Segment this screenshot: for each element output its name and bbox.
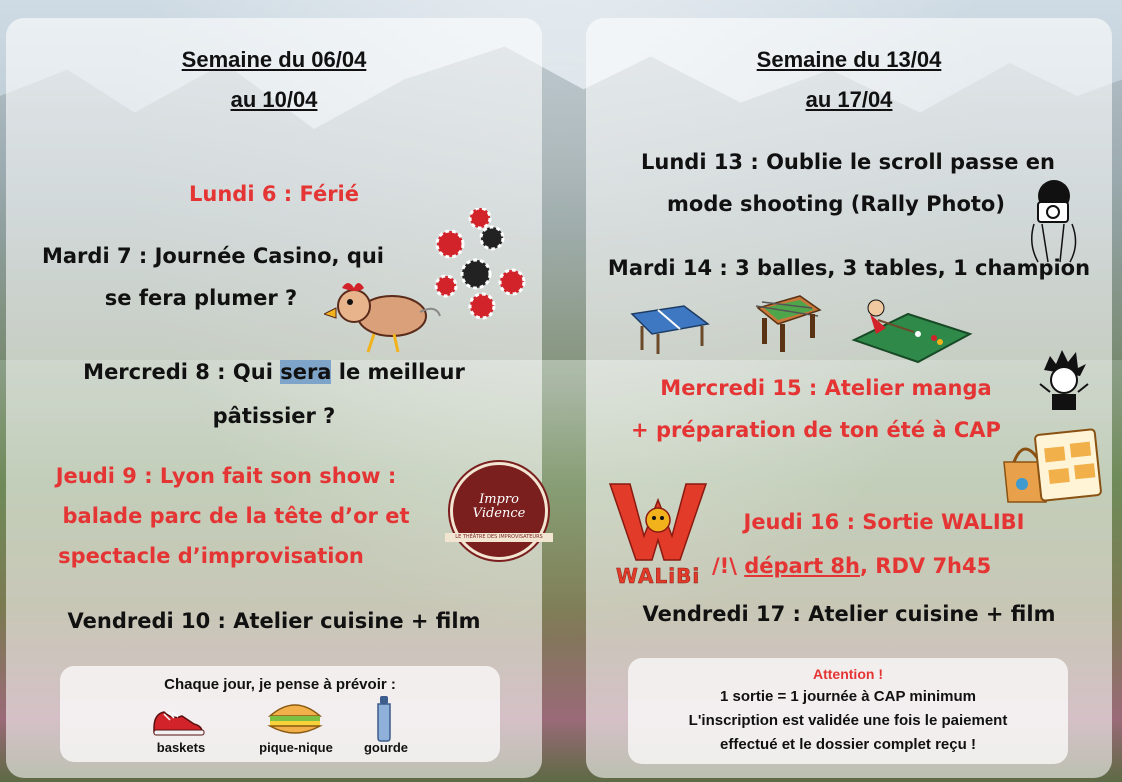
day-wednesday-8-line2: pâtissier ? (212, 404, 336, 428)
week-title-right-line2: au 17/04 (805, 87, 893, 112)
attention-line2: L'inscription est validée une fois le paiement (688, 712, 1008, 729)
attention-line3: effectué et le dossier complet reçu ! (720, 736, 976, 753)
bring-item-gourde: gourde (363, 740, 409, 755)
day-monday-13-line1: Lundi 13 : Oublie le scroll passe en (641, 150, 1055, 174)
chicken-icon (324, 276, 444, 356)
sneakers-icon (150, 698, 210, 738)
logo-ribbon-text: LE THÉÂTRE DES IMPROVISATEURS (445, 533, 553, 542)
week-title-left-line2: au 10/04 (230, 87, 318, 112)
bring-item-baskets: baskets (156, 740, 206, 755)
week-panel-right (586, 18, 1112, 778)
day-tuesday-7-line1: Mardi 7 : Journée Casino, qui (41, 244, 385, 268)
day-monday-13-line2: mode shooting (Rally Photo) (667, 192, 1005, 216)
day-thursday-9-line1: Jeudi 9 : Lyon fait son show : (55, 464, 397, 488)
day-thursday-16-line1: Jeudi 16 : Sortie WALIBI (743, 510, 1025, 534)
foosball-table-icon (752, 288, 824, 354)
attention-line1: 1 sortie = 1 journée à CAP minimum (719, 688, 977, 705)
day-friday-10: Vendredi 10 : Atelier cuisine + film (67, 609, 481, 633)
casino-chips-icon (430, 208, 530, 320)
bring-item-pique-nique: pique-nique (259, 740, 333, 755)
water-bottle-icon (372, 694, 396, 742)
bring-items-box (60, 666, 500, 762)
walibi-logo-text: WALiBi (615, 564, 701, 588)
manga-character-icon (1036, 348, 1092, 414)
walibi-w-icon (608, 480, 708, 564)
week-panel-left (6, 18, 542, 778)
improvidence-logo (450, 462, 548, 560)
ping-pong-table-icon (622, 296, 712, 356)
attention-heading: Attention ! (813, 666, 883, 682)
sandwich-icon (266, 696, 324, 740)
day-monday-6: Lundi 6 : Férié (189, 182, 359, 206)
day-friday-17: Vendredi 17 : Atelier cuisine + film (642, 602, 1056, 626)
attention-box (628, 658, 1068, 764)
day-wednesday-15-line1: Mercredi 15 : Atelier manga (660, 376, 992, 400)
walibi-logo (608, 480, 708, 590)
day-wednesday-15-line2: + préparation de ton été à CAP (631, 418, 1001, 442)
logo-text-impro: Impro (479, 492, 519, 507)
beach-bag-planner-icon (998, 422, 1102, 506)
week-title-left-line1: Semaine du 06/04 (181, 47, 367, 72)
day-wednesday-8-line1: Mercredi 8 : Qui sera le meilleur (83, 360, 465, 384)
logo-text-vidence: Vidence (472, 506, 526, 521)
day-thursday-9-line3: spectacle d’improvisation (58, 544, 364, 568)
day-thursday-16-line2: /!\ départ 8h, RDV 7h45 (712, 554, 992, 578)
week-title-right-line1: Semaine du 13/04 (756, 47, 942, 72)
bring-heading: Chaque jour, je pense à prévoir : (164, 676, 396, 693)
billiard-table-icon (848, 294, 974, 364)
day-thursday-9-line2: balade parc de la tête d’or et (62, 504, 410, 528)
day-tuesday-14: Mardi 14 : 3 balles, 3 tables, 1 champion (607, 256, 1091, 280)
day-tuesday-7-line2: se fera plumer ? (104, 286, 298, 310)
